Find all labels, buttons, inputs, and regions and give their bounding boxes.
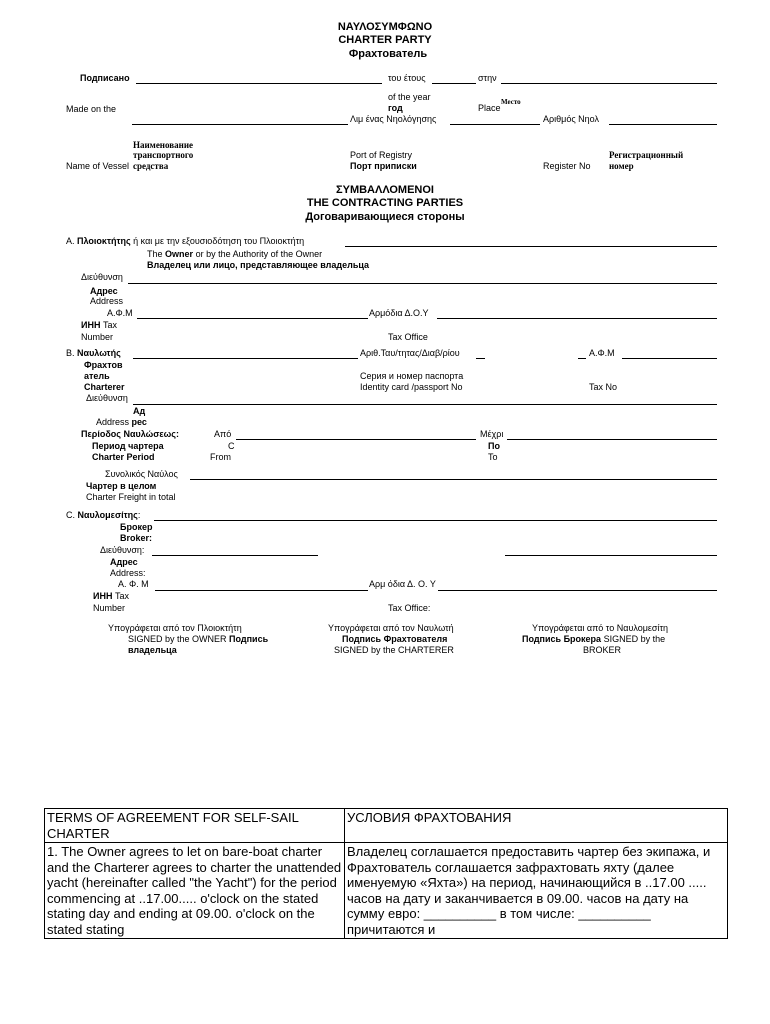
freight-line[interactable] — [190, 479, 717, 480]
charterer-label-ru-2: атель — [84, 371, 110, 381]
register-no-line[interactable] — [609, 124, 717, 125]
owner-number: Number — [81, 332, 114, 342]
from-ru: С — [228, 441, 235, 451]
charterer-address-en: Address — [96, 417, 130, 427]
broker-tax-office-en: Tax Office: — [388, 603, 431, 613]
broker-tax-office-line[interactable] — [438, 590, 717, 591]
broker-address-en: Address: — [110, 568, 146, 578]
sign-owner-ru-1: Подпись — [229, 634, 269, 644]
sign-broker-en-1: SIGNED by the — [603, 634, 666, 644]
broker-name-line[interactable] — [154, 520, 717, 521]
to-ru: По — [488, 441, 500, 451]
year-label-ru: год — [388, 103, 403, 113]
owner-address-ru: Адрес — [90, 286, 118, 296]
broker-tax-office-gr: Αρμ όδια Δ. Ο. Υ — [369, 579, 436, 589]
charterer-name-line[interactable] — [133, 358, 358, 359]
owner-label-gr: Πλοιοκτήτης — [77, 236, 131, 246]
title-english: CHARTER PARTY — [338, 34, 432, 46]
sign-charterer-en: SIGNED by the CHARTERER — [334, 645, 454, 655]
charterer-label-en: Charterer — [84, 382, 125, 392]
broker-letter: C. — [66, 510, 75, 520]
broker-afm-gr: Α. Φ. Μ — [118, 579, 149, 589]
from-en: From — [210, 452, 231, 462]
sign-charterer-gr: Υπογράφεται από τον Ναυλωτή — [328, 623, 454, 633]
made-on-label-en: Made on the — [66, 104, 117, 114]
owner-inn: ИНН — [81, 320, 101, 330]
owner-afm-gr: Α.Φ.Μ — [107, 308, 133, 318]
owner-tax-office-line[interactable] — [437, 318, 717, 319]
sign-owner-gr: Υπογράφεται από τον Πλοιοκτήτη — [108, 623, 242, 633]
title-greek: ΝΑΥΛΟΣΥΜΦΩΝΟ — [337, 21, 433, 33]
year-label-gr: του έτους — [388, 73, 426, 83]
charter-period-en: Charter Period — [92, 452, 155, 462]
charterer-id-gr: Αριθ.Ταυ/τητας/Διαβ/ρίου — [360, 348, 460, 358]
vessel-name-ru-3: средства — [133, 161, 169, 171]
charterer-address-ru-2: рес — [131, 417, 147, 427]
vessel-name-ru-1: Наименование — [133, 140, 193, 150]
sign-broker-en-2: BROKER — [583, 645, 622, 655]
owner-section — [66, 236, 304, 247]
year-label-en: of the year — [388, 92, 431, 102]
owner-letter: A. — [66, 236, 75, 246]
clause-1-en: 1. The Owner agrees to let on bare-boat charter and the Charterer agrees to charter the unattended yacht (hereinafter called "the Yacht") for the period commencing at ..17.00..... o'clock on the stated stating day and ending at 09.00. o'clock on the stated stating — [45, 843, 345, 939]
broker-address-line-1[interactable] — [152, 555, 318, 556]
period-to-line[interactable] — [507, 439, 717, 440]
charterer-address-gr: Διεύθυνση — [86, 393, 128, 403]
sign-charterer-ru: Подпись Фрахтователя — [342, 634, 448, 644]
charter-period-ru: Период чартера — [92, 441, 164, 451]
terms-head-ru: УСЛОВИЯ ФРАХТОВАНИЯ — [345, 809, 728, 843]
charterer-id-ru: Серия и номер паспорта — [360, 371, 464, 381]
broker-label-gr: Ναυλομεσίτης — [77, 510, 138, 520]
port-registry-label-gr: Λιμ ένας Νηολόγησης — [350, 114, 437, 124]
freight-ru: Чартер в целом — [86, 481, 157, 491]
register-no-label-en: Register No — [543, 161, 591, 171]
owner-address-line[interactable] — [128, 283, 717, 284]
place-label-gr: στην — [478, 73, 497, 83]
owner-tax-number-line[interactable] — [137, 318, 368, 319]
broker-number: Number — [93, 603, 126, 613]
owner-address-gr: Διεύθυνση — [81, 272, 123, 282]
broker-tax: Tax — [114, 591, 129, 601]
charterer-afm-line[interactable] — [622, 358, 717, 359]
broker-inn: ИНН — [93, 591, 113, 601]
owner-authority-ru: Владелец или лицо, представляющее владельца — [147, 260, 370, 270]
vessel-name-en: Name of Vessel — [66, 161, 130, 171]
broker-label-ru: Брокер — [120, 522, 153, 532]
port-registry-label-en: Port of Registry — [350, 150, 413, 160]
register-no-ru-1: Регистрационный — [609, 150, 684, 160]
charterer-afm-line-a[interactable] — [578, 358, 586, 359]
owner-address-en: Address — [90, 296, 124, 306]
freight-en: Charter Freight in total — [86, 492, 176, 502]
terms-table — [44, 808, 728, 939]
sign-broker-ru: Подпись Брокера — [522, 634, 602, 644]
broker-address-ru: Адрес — [110, 557, 138, 567]
owner-tax-office-gr: Αρμόδια Δ.Ο.Υ — [369, 308, 429, 318]
parties-title-ru: Договаривающиеся стороны — [305, 211, 465, 223]
port-registry-line[interactable] — [450, 124, 540, 125]
freight-gr: Συνολικός Ναύλος — [105, 469, 178, 479]
sign-broker-gr: Υπογράφεται από το Ναυλομεσίτη — [532, 623, 669, 633]
charterer-tax-no: Tax No — [589, 382, 618, 392]
vessel-name-ru-2: транспортного — [133, 150, 194, 160]
made-on-date-line[interactable] — [136, 83, 382, 84]
charterer-address-line[interactable] — [133, 404, 717, 405]
signed-label-ru: Подписано — [80, 73, 130, 83]
charterer-address-ru-1: Ад — [133, 406, 146, 416]
period-from-line[interactable] — [236, 439, 476, 440]
owner-authority-en-row: The Owner or by the Authority of the Owner — [147, 249, 323, 259]
terms-head-en: TERMS OF AGREEMENT FOR SELF-SAIL CHARTER — [45, 809, 345, 843]
charter-period-gr: Περίοδος Ναυλώσεως: — [81, 429, 179, 439]
owner-tax-office-en: Tax Office — [388, 332, 428, 342]
place-line[interactable] — [501, 83, 717, 84]
broker-address-gr: Διεύθυνση: — [100, 545, 145, 555]
broker-address-line-2[interactable] — [505, 555, 717, 556]
from-gr: Από — [214, 429, 232, 439]
sign-owner-en: SIGNED by the OWNER — [128, 634, 227, 644]
owner-name-line[interactable] — [345, 246, 717, 247]
broker-tax-number-line[interactable] — [155, 590, 368, 591]
title-russian: Фрахтователь — [348, 48, 428, 60]
charterer-label-ru-1: Фрахтов — [84, 360, 123, 370]
to-gr: Μέχρι — [480, 429, 504, 439]
sign-owner-ru-2: владельца — [128, 645, 177, 655]
port-registry-label-ru: Порт приписки — [350, 161, 417, 171]
clause-1-ru: Владелец соглашается предоставить чартер без экипажа, и Фрахтователь соглашается зафрахтовать яхту (далее именуемую «Яхта») на период, начинающийся в ..17.00 ..... часов на дату и заканчивается в 09.00. часов на дату на сумму евро: __________ в том числе: __________ причитаются и — [345, 843, 728, 939]
charterer-letter: B. — [66, 348, 75, 358]
charterer-afm-gr: Α.Φ.Μ — [589, 348, 615, 358]
place-label-en: Place — [478, 103, 501, 113]
broker-label-en: Broker: — [120, 533, 153, 543]
place-label-ru: Место — [501, 98, 521, 106]
charterer-id-en: Identity card /passport No — [360, 382, 463, 392]
vessel-name-line[interactable] — [132, 124, 348, 125]
charterer-label-gr: Ναυλωτής — [77, 348, 121, 358]
owner-authority-gr: ή και με την εξουσιοδότηση του Πλοιοκτήτη — [133, 236, 305, 246]
year-line[interactable] — [432, 83, 476, 84]
owner-tax: Tax — [102, 320, 117, 330]
register-no-label-gr: Αριθμός Νηολ — [543, 114, 599, 124]
register-no-ru-2: номер — [609, 161, 634, 171]
parties-title-en: THE CONTRACTING PARTIES — [306, 197, 464, 209]
charterer-id-line[interactable] — [476, 358, 485, 359]
parties-title-gr: ΣΥΜΒΑΛΛΟΜΕΝΟΙ — [336, 184, 434, 196]
to-en: To — [488, 452, 498, 462]
